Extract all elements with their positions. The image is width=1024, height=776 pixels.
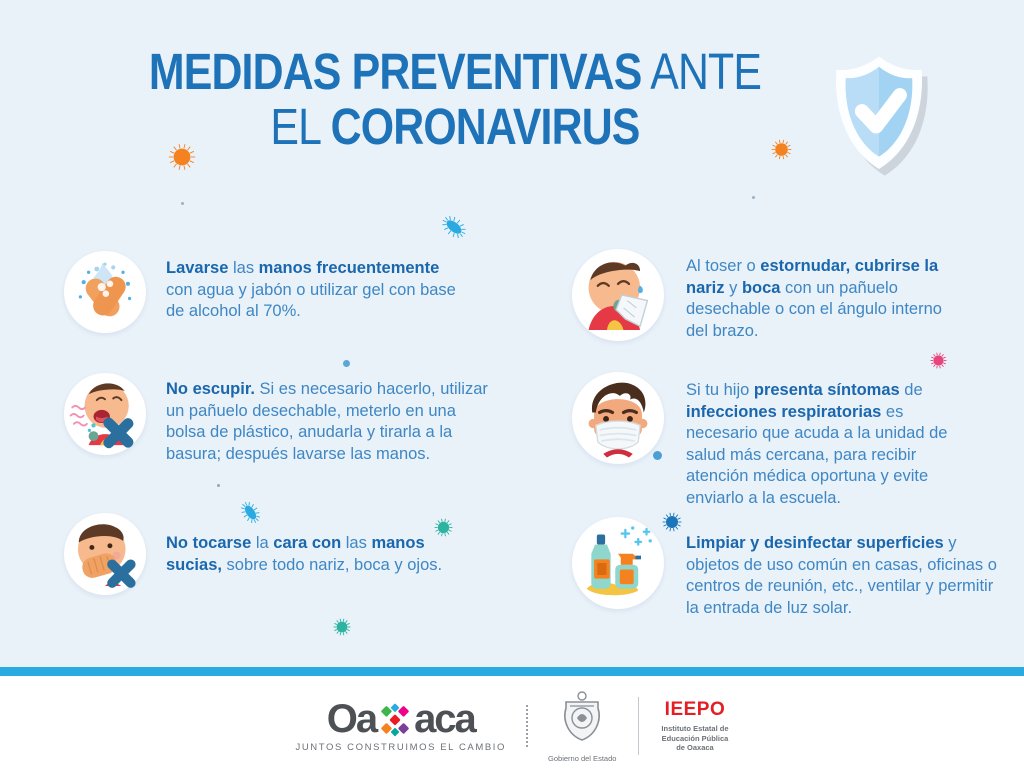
title-line-2 xyxy=(73,99,837,154)
item-text: Al toser o estornudar, cubrirse la nariz y boca con un pañuelo desechable o con el ángulo interno del brazo. xyxy=(686,257,942,340)
ieepo-subtitle: Instituto Estatal de Educación Pública de Oaxaca xyxy=(661,724,729,753)
oaxaca-tagline: JUNTOS CONSTRUIMOS EL CAMBIO xyxy=(295,742,507,753)
oaxaca-logo xyxy=(295,699,506,753)
face-mask-icon xyxy=(572,372,664,464)
title-strong-1: MEDIDAS PREVENTIVAS xyxy=(148,43,642,100)
sneeze-into-tissue-icon xyxy=(572,249,664,341)
state-crest-icon xyxy=(560,690,604,751)
no-spitting-icon xyxy=(64,373,146,455)
item-text: No tocarse la cara con las manos sucias, sobre todo nariz, boca y ojos. xyxy=(166,534,443,574)
item-text: Lavarse las manos frecuentemente con agua y jabón o utilizar gel con base de alcohol al 70%. xyxy=(166,259,456,320)
oaxaca-wordmark xyxy=(327,699,475,739)
item-text: Limpiar y desinfectar superficies y objetos de uso común en casas, oficinas o centros de reunión, etc., ventilar y permitir la entrada de luz solar. xyxy=(686,534,997,617)
ieepo-name: IEEPO xyxy=(664,699,726,721)
shield-check-icon xyxy=(826,52,932,178)
oaxaca-word-start: Oa xyxy=(326,697,377,741)
vertical-divider xyxy=(638,697,639,755)
item-text: Si tu hijo presenta síntomas de infecciones respiratorias es necesario que acuda a la unidad de salud más cercana, para recibir atención médica oportuna y evite enviarlo a la escuela. xyxy=(686,381,948,507)
gobierno-del-estado-logo xyxy=(548,690,616,763)
hand-over-mouth-icon xyxy=(64,513,146,595)
gobierno-label: Gobierno del Estado xyxy=(548,753,617,763)
title-line-1 xyxy=(73,44,837,99)
dotted-divider xyxy=(526,705,528,747)
title-light-2: EL xyxy=(270,98,320,155)
poster-title xyxy=(73,44,837,154)
oaxaca-x-diamonds-icon xyxy=(377,701,413,737)
title-strong-2: CORONAVIRUS xyxy=(330,98,640,155)
oaxaca-word-end: aca xyxy=(414,697,475,741)
ieepo-logo xyxy=(661,699,728,753)
washing-hands-icon xyxy=(64,251,146,333)
item-text: No escupir. Si es necesario hacerlo, utilizar un pañuelo desechable, meterlo en una bolsa de plástico, anudarla y tirarla a la basura; después lavarse las manos. xyxy=(166,380,488,463)
footer-logos xyxy=(0,676,1024,776)
title-light-1: ANTE xyxy=(650,43,762,100)
bottom-accent-bar xyxy=(0,667,1024,676)
cleaning-supplies-icon xyxy=(572,517,664,609)
